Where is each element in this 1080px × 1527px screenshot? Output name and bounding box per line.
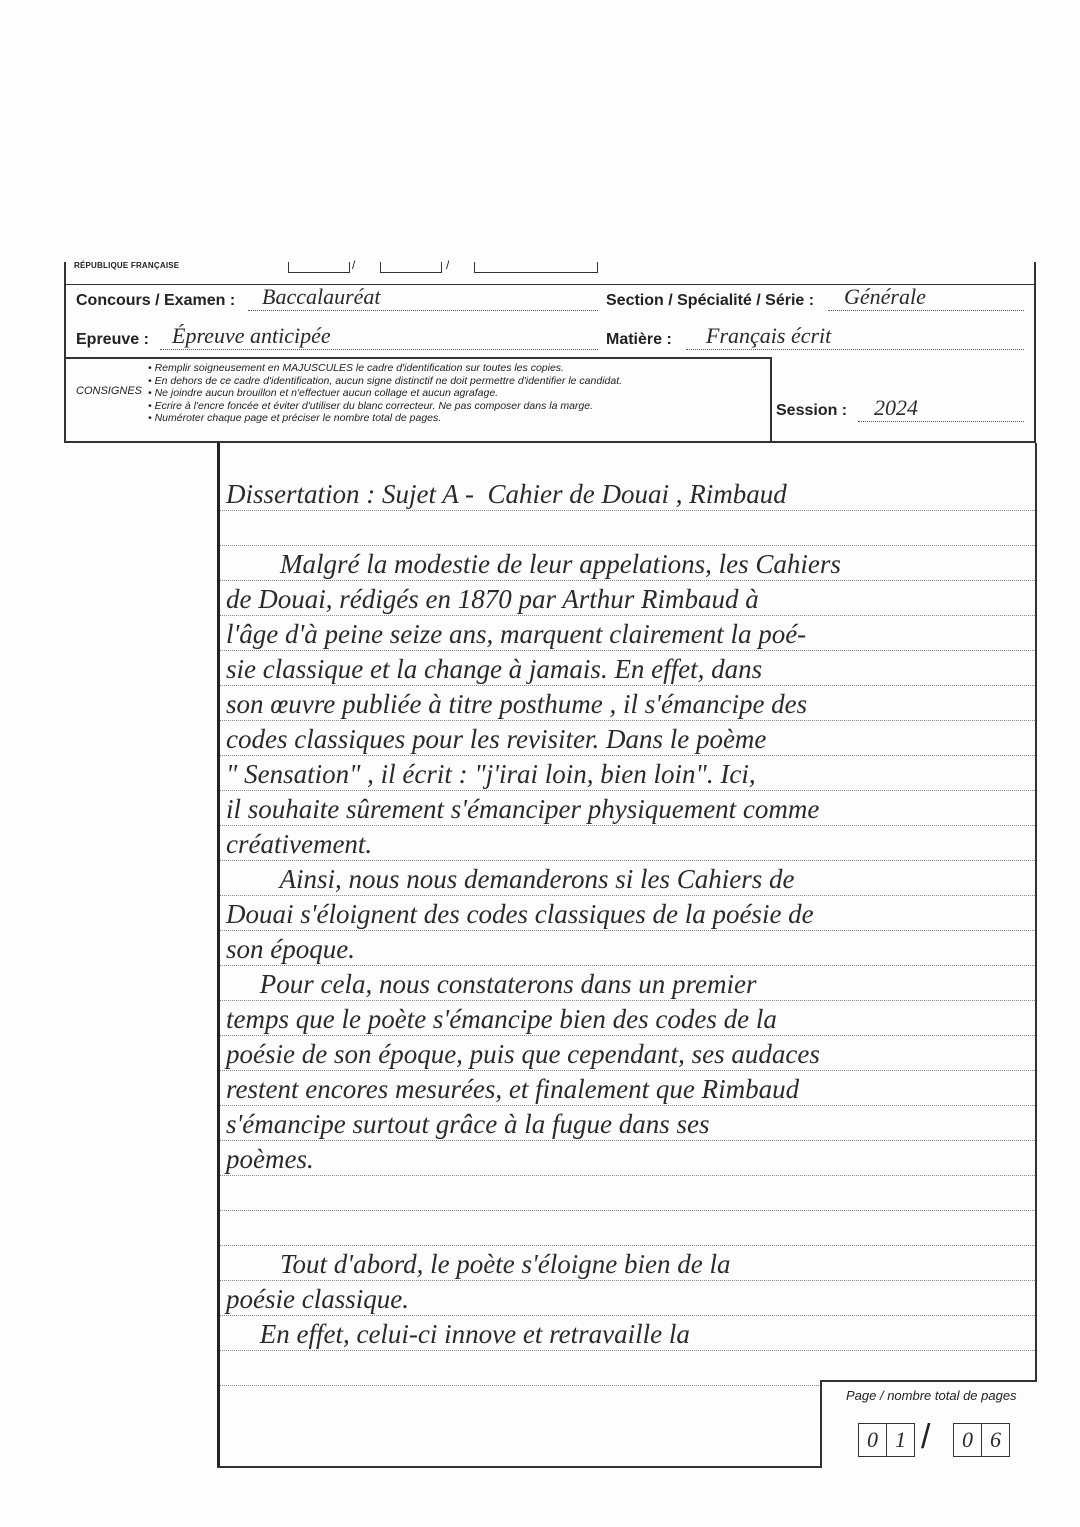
date-separator: / — [446, 258, 450, 272]
matiere-value: Français écrit — [706, 323, 832, 348]
concours-label: Concours / Examen : — [76, 292, 236, 309]
date-month-boxes — [380, 262, 442, 273]
epreuve-value: Épreuve anticipée — [172, 323, 331, 348]
text-line: codes classiques pour les revisiter. Dans le poème — [226, 724, 767, 754]
consignes-label: CONSIGNES — [76, 385, 143, 397]
text-line: son œuvre publiée à titre posthume , il s'émancipe des — [226, 689, 808, 719]
text-line: poèmes. — [226, 1144, 314, 1174]
text-line — [226, 1177, 1026, 1212]
page-digit: 1 — [886, 1423, 915, 1457]
text-line: " Sensation" , il écrit : "j'irai loin, bien loin". Ici, — [226, 759, 756, 789]
text-line: En effet, celui-ci innove et retravaille la — [226, 1319, 690, 1349]
text-line: de Douai, rédigés en 1870 par Arthur Rimbaud à — [226, 584, 759, 614]
text-line: sie classique et la change à jamais. En effet, dans — [226, 654, 763, 684]
text-line: Malgré la modestie de leur appelations, les Cahiers — [226, 549, 841, 579]
section-value: Générale — [844, 284, 926, 309]
total-digit: 0 — [953, 1423, 982, 1457]
text-line: Ainsi, nous nous demanderons si les Cahiers de — [226, 864, 795, 894]
text-line: Tout d'abord, le poète s'éloigne bien de la — [226, 1249, 731, 1279]
page-number-label: Page / nombre total de pages — [846, 1388, 1017, 1403]
text-line: créativement. — [226, 829, 373, 859]
text-line: il souhaite sûrement s'émanciper physiquement comme — [226, 794, 820, 824]
consignes-list — [148, 362, 622, 425]
text-line: temps que le poète s'émancipe bien des codes de la — [226, 1004, 777, 1034]
text-line — [226, 1212, 1026, 1247]
epreuve-label: Epreuve : — [76, 331, 149, 348]
text-line: son époque. — [226, 934, 355, 964]
section-label: Section / Spécialité / Série : — [606, 292, 815, 309]
consigne-item: • Numéroter chaque page et préciser le nombre total de pages. — [148, 412, 442, 424]
page-separator: / — [921, 1418, 931, 1456]
text-line — [226, 512, 1026, 547]
text-line: s'émancipe surtout grâce à la fugue dans ses — [226, 1109, 710, 1139]
consigne-item: • Remplir soigneusement en MAJUSCULES le cadre d'identification sur toutes les copies. — [148, 362, 564, 374]
session-value: 2024 — [874, 395, 918, 420]
date-day-boxes — [288, 262, 350, 273]
text-line: Pour cela, nous constaterons dans un premier — [226, 969, 757, 999]
date-year-boxes — [474, 262, 598, 273]
margin-line — [217, 443, 220, 1467]
consigne-item: • Ne joindre aucun brouillon et n'effectuer aucun collage et aucun agrafage. — [148, 387, 499, 399]
text-line: poésie classique. — [226, 1284, 409, 1314]
page-digit: 0 — [858, 1423, 887, 1457]
text-line: restent encores mesurées, et finalement que Rimbaud — [226, 1074, 800, 1104]
matiere-label: Matière : — [606, 331, 672, 348]
text-line: Douai s'éloignent des codes classiques de la poésie de — [226, 899, 814, 929]
text-line: Dissertation : Sujet A - Cahier de Douai , Rimbaud — [226, 479, 787, 509]
consigne-item: • En dehors de ce cadre d'identification, aucun signe distinctif ne doit permettre d'identifier le candidat. — [148, 374, 623, 387]
consigne-item: • Ecrire à l'encre foncée et éviter d'utiliser du blanc correcteur. Ne pas composer dans la marge. — [148, 399, 594, 412]
session-label: Session : — [776, 402, 848, 419]
total-digit: 6 — [981, 1423, 1010, 1457]
text-line: poésie de son époque, puis que cependant, ses audaces — [226, 1039, 820, 1069]
concours-value: Baccalauréat — [262, 284, 381, 309]
republic-label: RÉPUBLIQUE FRANÇAISE — [74, 261, 180, 270]
page-border — [1035, 443, 1037, 1467]
date-separator: / — [352, 258, 356, 272]
text-line: l'âge d'à peine seize ans, marquent clairement la poé- — [226, 619, 807, 649]
